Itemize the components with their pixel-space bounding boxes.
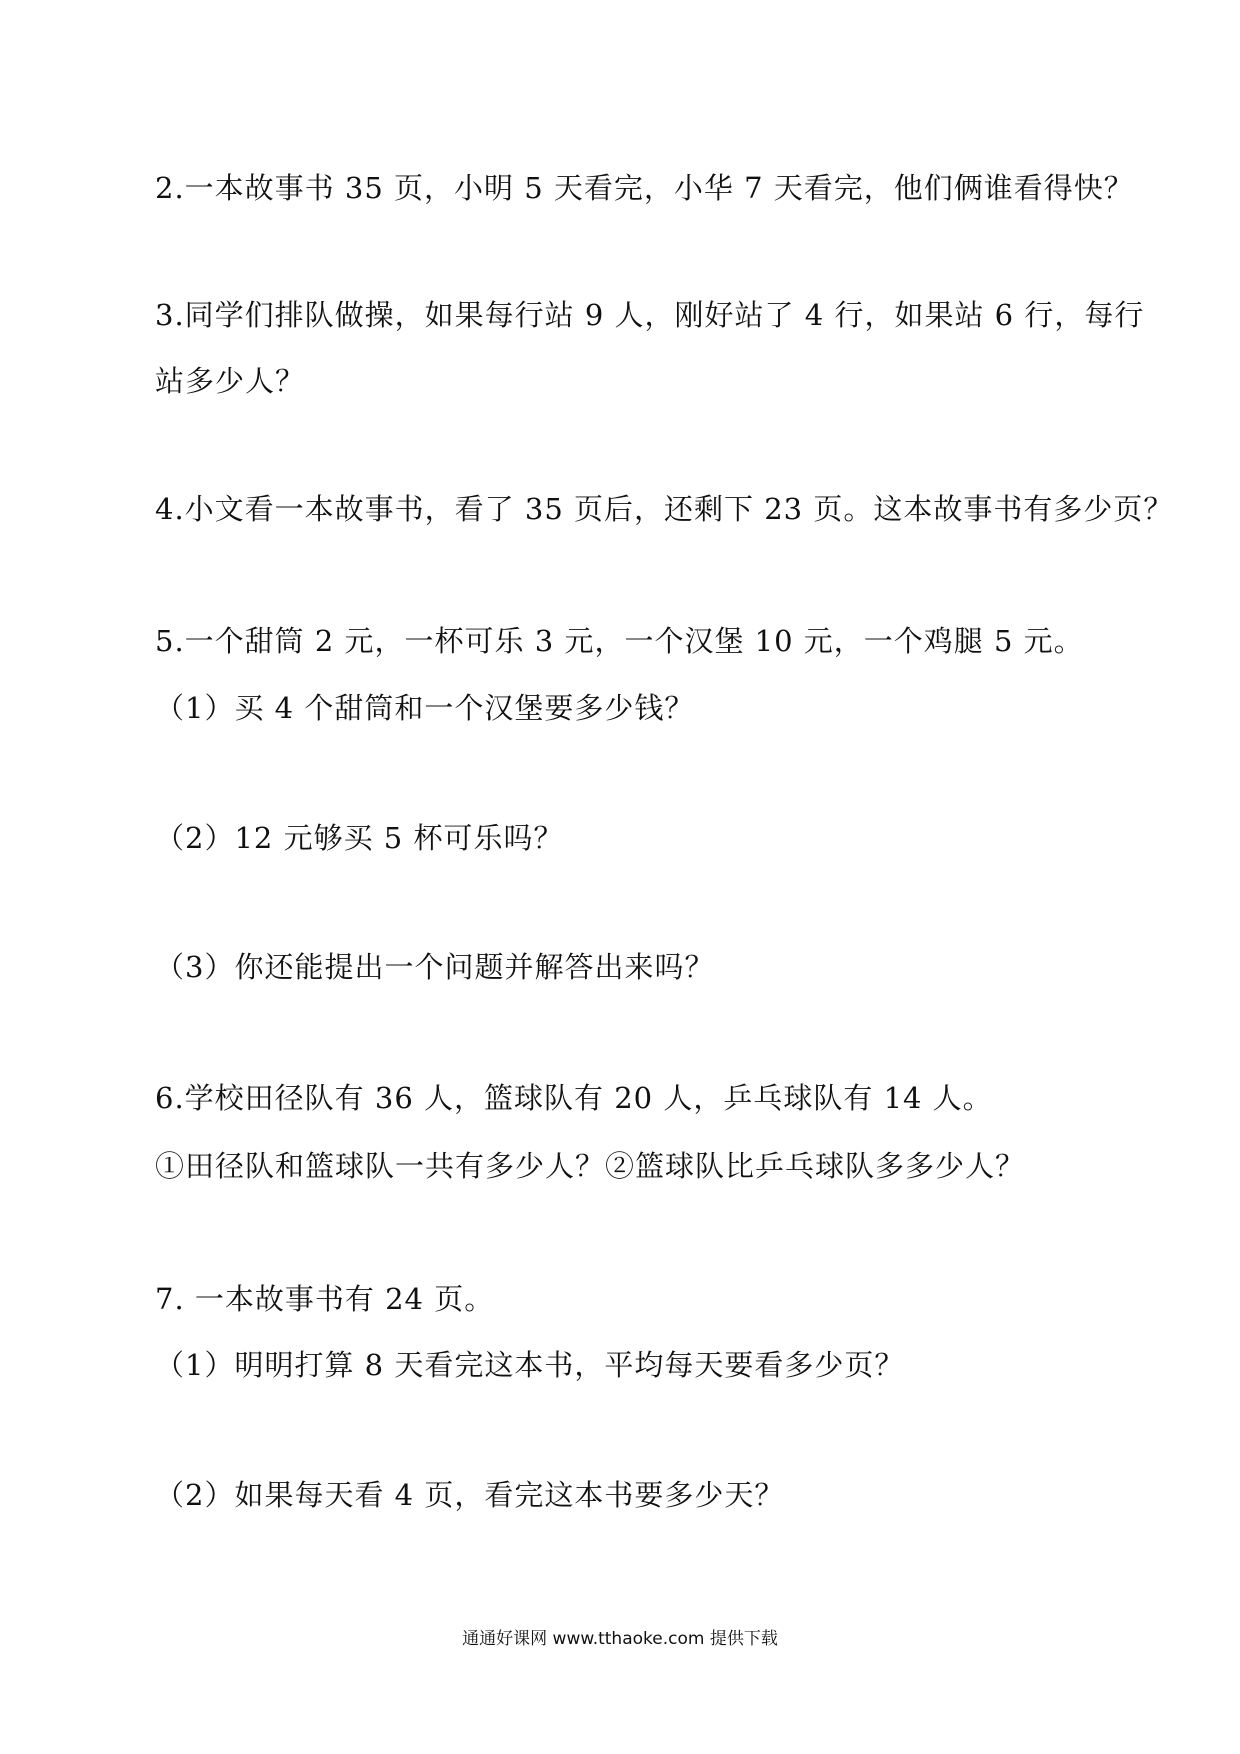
question-5-part-1: （1）买 4 个甜筒和一个汉堡要多少钱？ bbox=[155, 691, 695, 725]
question-7-part-1: （1）明明打算 8 天看完这本书，平均每天要看多少页？ bbox=[155, 1348, 905, 1382]
question-6: 6.学校田径队有 36 人，篮球队有 20 人，乒乓球队有 14 人。 bbox=[155, 1081, 993, 1115]
question-4: 4.小文看一本故事书，看了 35 页后，还剩下 23 页。这本故事书有多少页？ bbox=[155, 492, 1174, 526]
question-5-part-2: （2）12 元够买 5 杯可乐吗？ bbox=[155, 821, 564, 855]
question-3-line-2: 站多少人？ bbox=[155, 364, 306, 398]
question-5: 5.一个甜筒 2 元，一杯可乐 3 元，一个汉堡 10 元，一个鸡腿 5 元。 bbox=[155, 624, 1084, 658]
question-6-parts: ①田径队和篮球队一共有多少人？②篮球队比乒乓球队多多少人？ bbox=[155, 1149, 1026, 1183]
question-2: 2.一本故事书 35 页，小明 5 天看完，小华 7 天看完，他们俩谁看得快？ bbox=[155, 171, 1134, 205]
download-footer: 通通好课网 www.tthaoke.com 提供下载 bbox=[462, 1629, 778, 1649]
question-5-part-3: （3）你还能提出一个问题并解答出来吗？ bbox=[155, 950, 715, 984]
question-7-part-2: （2）如果每天看 4 页，看完这本书要多少天？ bbox=[155, 1478, 785, 1512]
question-3-line-1: 3.同学们排队做操，如果每行站 9 人，刚好站了 4 行，如果站 6 行，每行 bbox=[155, 298, 1145, 332]
question-7: 7. 一本故事书有 24 页。 bbox=[155, 1282, 495, 1316]
